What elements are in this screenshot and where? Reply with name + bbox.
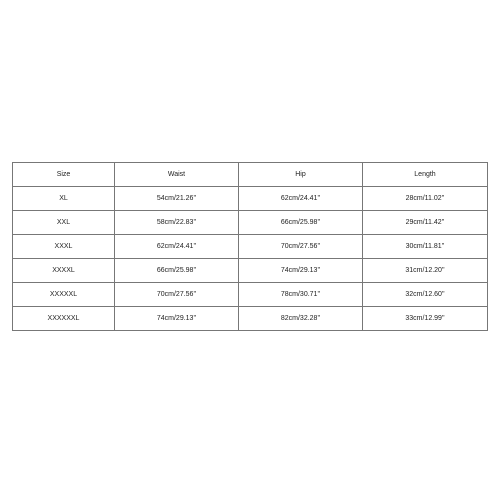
cell-waist: 58cm/22.83''	[115, 211, 239, 235]
table-row	[13, 235, 488, 259]
cell-size: XXXXXL	[13, 283, 115, 307]
header-size: Size	[13, 163, 115, 187]
cell-hip: 74cm/29.13''	[239, 259, 363, 283]
cell-length: 32cm/12.60''	[363, 283, 488, 307]
table-header-row	[13, 163, 488, 187]
cell-length: 28cm/11.02''	[363, 187, 488, 211]
cell-waist: 70cm/27.56''	[115, 283, 239, 307]
header-waist: Waist	[115, 163, 239, 187]
cell-waist: 66cm/25.98''	[115, 259, 239, 283]
size-chart-table	[12, 162, 488, 331]
cell-waist: 54cm/21.26''	[115, 187, 239, 211]
table-row	[13, 211, 488, 235]
cell-waist: 74cm/29.13''	[115, 307, 239, 331]
cell-length: 29cm/11.42''	[363, 211, 488, 235]
cell-size: XL	[13, 187, 115, 211]
table-row	[13, 187, 488, 211]
cell-size: XXL	[13, 211, 115, 235]
cell-hip: 70cm/27.56''	[239, 235, 363, 259]
table-row	[13, 307, 488, 331]
cell-length: 30cm/11.81''	[363, 235, 488, 259]
header-hip: Hip	[239, 163, 363, 187]
cell-hip: 78cm/30.71''	[239, 283, 363, 307]
cell-waist: 62cm/24.41''	[115, 235, 239, 259]
cell-length: 31cm/12.20''	[363, 259, 488, 283]
cell-size: XXXL	[13, 235, 115, 259]
cell-size: XXXXL	[13, 259, 115, 283]
cell-size: XXXXXXL	[13, 307, 115, 331]
cell-hip: 66cm/25.98''	[239, 211, 363, 235]
header-length: Length	[363, 163, 488, 187]
cell-length: 33cm/12.99''	[363, 307, 488, 331]
table-row	[13, 283, 488, 307]
cell-hip: 62cm/24.41''	[239, 187, 363, 211]
cell-hip: 82cm/32.28''	[239, 307, 363, 331]
table-row	[13, 259, 488, 283]
